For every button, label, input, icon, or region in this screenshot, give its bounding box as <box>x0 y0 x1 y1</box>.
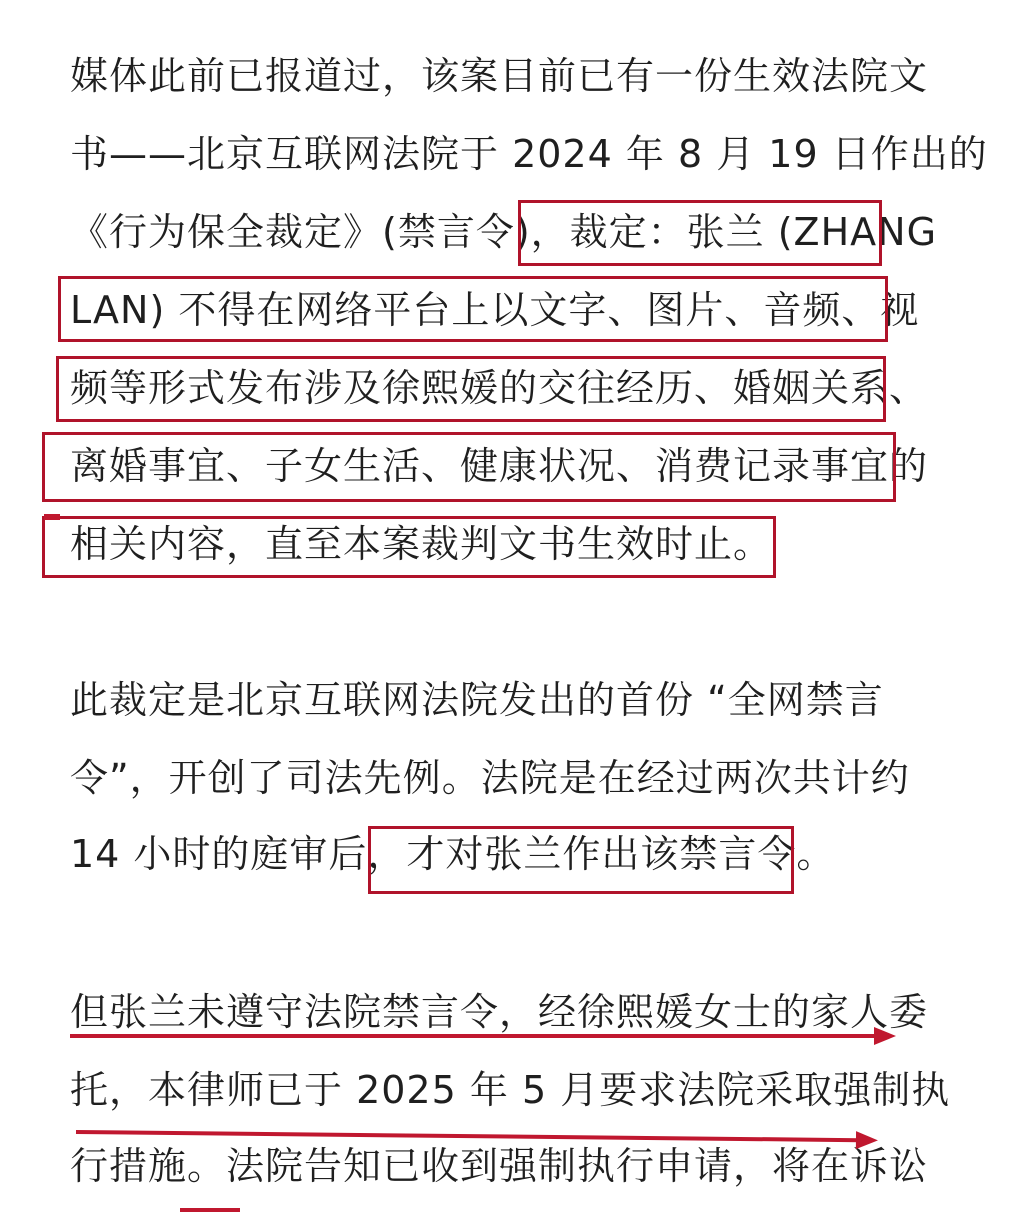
text-line-3: 《行为保全裁定》(禁言令)，裁定：张兰 (ZHANG <box>70 210 938 254</box>
underline-arrow-1 <box>70 1034 878 1038</box>
text-line-10: 14 小时的庭审后，才对张兰作出该禁言令。 <box>70 832 836 876</box>
highlight-box-injunction <box>368 826 794 894</box>
highlight-box-line-4 <box>58 276 888 342</box>
text-line-7: 相关内容，直至本案裁判文书生效时止。 <box>70 522 773 566</box>
text-line-11: 但张兰未遵守法院禁言令，经徐熙媛女士的家人委 <box>70 990 929 1034</box>
text-line-12: 托，本律师已于 2025 年 5 月要求法院采取强制执 <box>70 1068 951 1112</box>
text-line-1: 媒体此前已报道过，该案目前已有一份生效法院文 <box>70 54 929 98</box>
text-line-5: 频等形式发布涉及徐熙媛的交往经历、婚姻关系、 <box>70 366 929 410</box>
highlight-box-ruling-start <box>518 200 882 266</box>
text-line-4: LAN) 不得在网络平台上以文字、图片、音频、视 <box>70 288 920 332</box>
highlight-box-line-6 <box>42 432 896 502</box>
highlight-box-line-5 <box>56 356 886 422</box>
highlight-box-line-7 <box>42 516 776 578</box>
text-line-6: 离婚事宜、子女生活、健康状况、消费记录事宜的 <box>70 444 929 488</box>
text-line-13: 行措施。法院告知已收到强制执行申请，将在诉讼 <box>70 1144 929 1188</box>
underline-fragment <box>180 1208 240 1212</box>
underline-arrow-2 <box>76 1130 860 1142</box>
text-line-8: 此裁定是北京互联网法院发出的首份 “全网禁言 <box>70 678 884 722</box>
text-line-2: 书——北京互联网法院于 2024 年 8 月 19 日作出的 <box>70 132 988 176</box>
text-line-9: 令”，开创了司法先例。法院是在经过两次共计约 <box>70 756 910 800</box>
box-corner-mark <box>44 514 60 520</box>
